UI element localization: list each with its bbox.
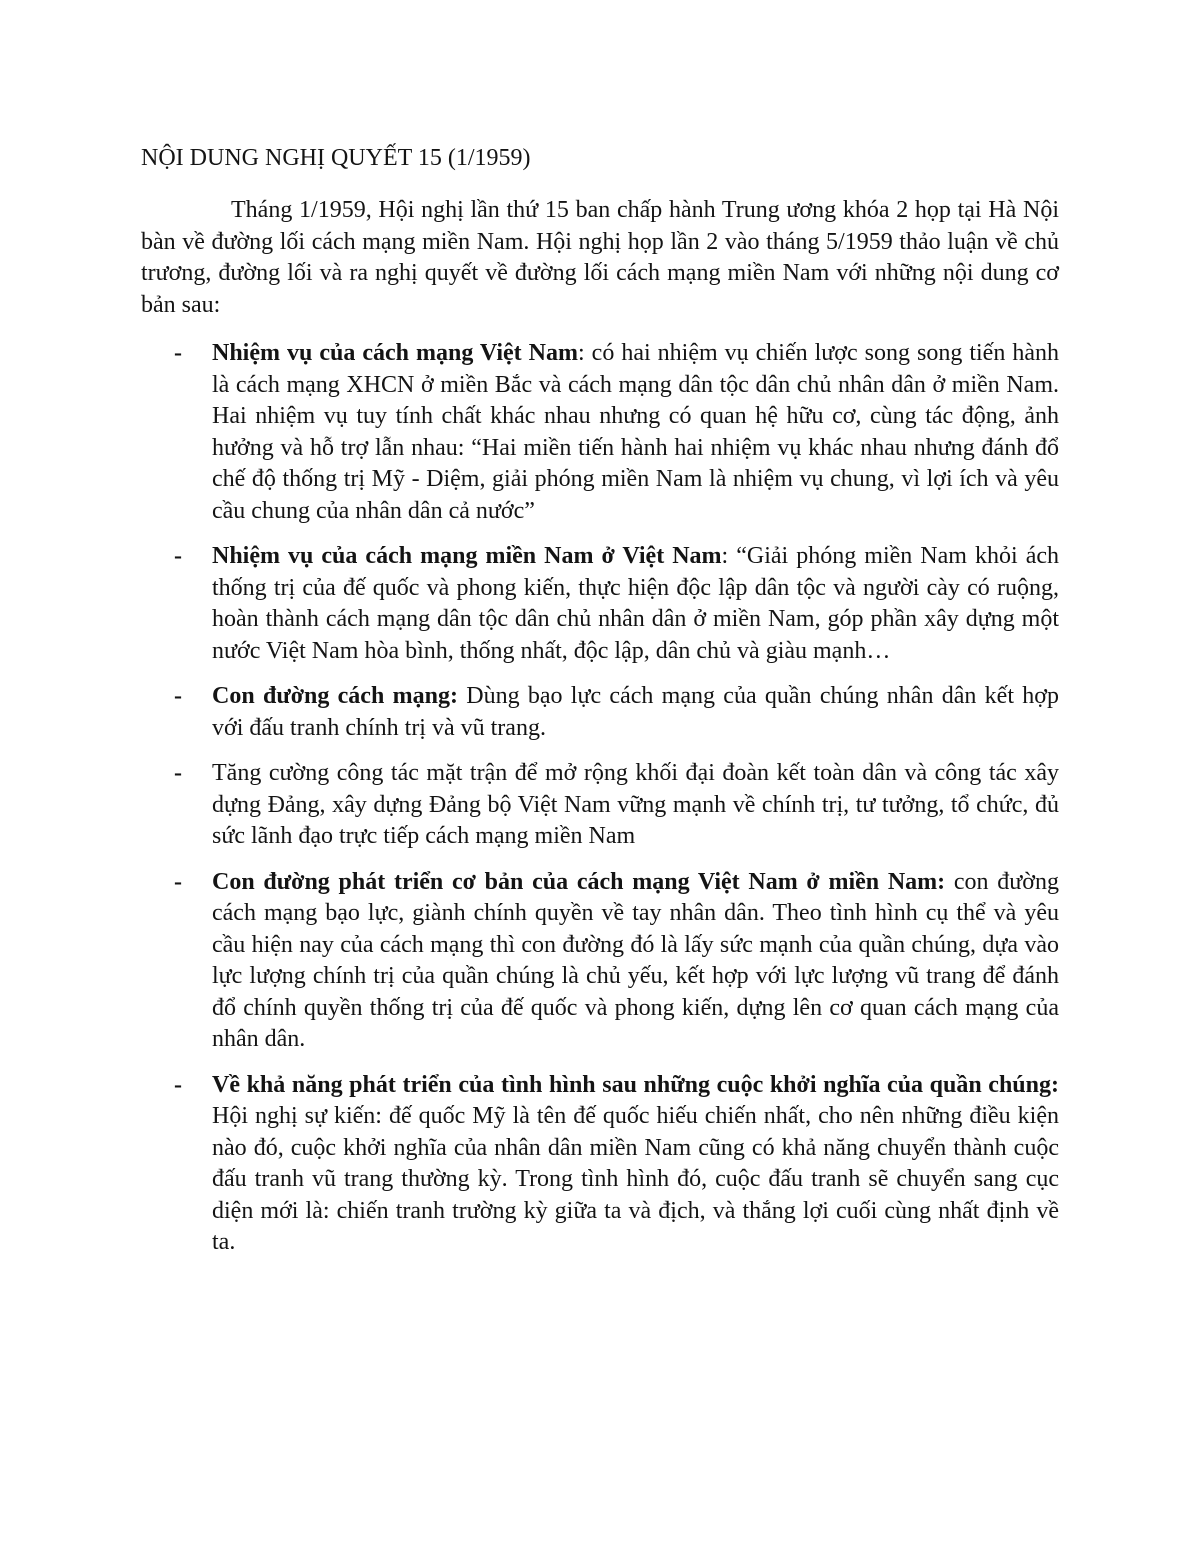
item-text: : “Giải phóng miền Nam khỏi ách thống trị của đế quốc và phong kiến, thực hiện độc lập dân tộc và người cày có ruộng, hoàn thành cách mạng dân tộc dân chủ nhân dân ở miền Nam, góp phần xây dựng một nước Việt Nam hòa bình, thống nhất, độc lập, dân chủ và giàu mạnh… xyxy=(212,543,1059,664)
list-bullet: - xyxy=(174,868,182,895)
intro-paragraph: Tháng 1/1959, Hội nghị lần thứ 15 ban chấp hành Trung ương khóa 2 họp tại Hà Nội bàn về đường lối cách mạng miền Nam. Hội nghị họp lần 2 vào tháng 5/1959 thảo luận về chủ trương, đường lối và ra nghị quyết về đường lối cách mạng miền Nam với những nội dung cơ bản sau: xyxy=(141,197,1059,318)
list-bullet: - xyxy=(174,340,182,366)
item-text: Dùng bạo lực cách mạng của quần chúng nhân dân kết hợp với đấu tranh chính trị và vũ trang. xyxy=(212,683,1059,741)
list-bullet: - xyxy=(174,543,182,569)
item-text: con đường cách mạng bạo lực, giành chính quyền về tay nhân dân. Theo tình hình cụ thể và yêu cầu hiện nay của cách mạng thì con đường đó là lấy sức mạnh của quần chúng, dựa vào lực lượng chính trị của quần chúng là chủ yếu, kết hợp với lực lượng vũ trang để đánh đổ chính quyền thống trị của đế quốc và phong kiến, dựng lên cơ quan cách mạng của nhân dân. xyxy=(212,868,1059,1052)
list-bullet: - xyxy=(174,683,182,709)
list-bullet: - xyxy=(174,1071,182,1098)
list-item xyxy=(141,867,1059,1056)
item-text: Hội nghị sự kiến: đế quốc Mỹ là tên đế quốc hiếu chiến nhất, cho nên những điều kiện nào đó, cuộc khởi nghĩa của nhân dân miền Nam cũng có khả năng chuyển thành cuộc đấu tranh vũ trang thường kỳ. Trong tình hình đó, cuộc đấu tranh sẽ chuyển sang cục diện mới là: chiến tranh trường kỳ giữa ta và địch, và thắng lợi cuối cùng nhất định về ta. xyxy=(212,1103,1059,1255)
item-text: Tăng cường công tác mặt trận để mở rộng khối đại đoàn kết toàn dân và công tác xây dựng Đảng, xây dựng Đảng bộ Việt Nam vững mạnh về chính trị, tư tưởng, tổ chức, đủ sức lãnh đạo trực tiếp cách mạng miền Nam xyxy=(212,760,1059,849)
item-heading: Nhiệm vụ của cách mạng miền Nam ở Việt Nam xyxy=(212,543,722,569)
item-text: : có hai nhiệm vụ chiến lược song song tiến hành là cách mạng XHCN ở miền Bắc và cách mạng dân tộc dân chủ nhân dân ở miền Nam. Hai nhiệm vụ tuy tính chất khác nhau nhưng có quan hệ hữu cơ, cùng tác động, ảnh hưởng và hỗ trợ lẫn nhau: “Hai miền tiến hành hai nhiệm vụ khác nhau nhưng đánh đổ chế độ thống trị Mỹ - Diệm, giải phóng miền Nam là nhiệm vụ chung, vì lợi ích và yêu cầu chung của nhân dân cả nước” xyxy=(212,340,1059,524)
content-list xyxy=(141,338,1059,1259)
item-heading: Con đường cách mạng: xyxy=(212,683,458,709)
item-heading: Con đường phát triển cơ bản của cách mạng Việt Nam ở miền Nam: xyxy=(212,868,946,895)
list-bullet: - xyxy=(174,760,182,786)
list-item xyxy=(141,758,1059,853)
document-title: NỘI DUNG NGHỊ QUYẾT 15 (1/1959) xyxy=(141,145,531,171)
list-item xyxy=(141,681,1059,744)
list-item xyxy=(141,541,1059,667)
item-heading: Nhiệm vụ của cách mạng Việt Nam xyxy=(212,340,578,366)
list-item xyxy=(141,338,1059,527)
item-heading: Về khả năng phát triển của tình hình sau những cuộc khởi nghĩa của quần chúng: xyxy=(212,1071,1059,1098)
document-page xyxy=(141,142,1059,1273)
list-item xyxy=(141,1070,1059,1259)
